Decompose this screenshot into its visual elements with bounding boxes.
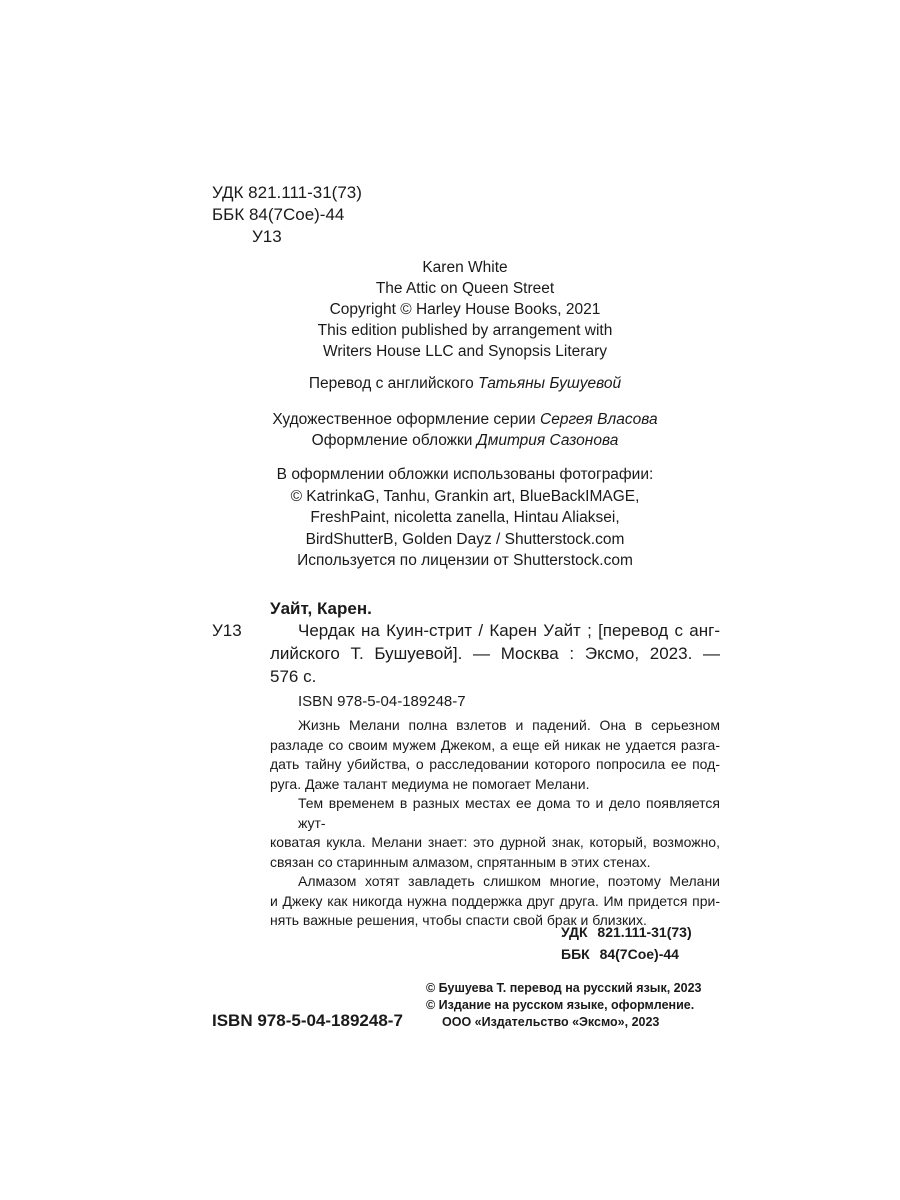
udk-code: УДК 821.111-31(73): [212, 183, 362, 202]
footer-udk-label: УДК: [561, 924, 588, 940]
translator-name: Татьяны Бушуевой: [478, 375, 622, 392]
footer-udk-value: 821.111-31(73): [597, 924, 692, 940]
translation-prefix: Перевод с английского: [308, 375, 474, 392]
original-copyright: Copyright © Harley House Books, 2021: [329, 301, 601, 318]
annotation-line: Жизнь Мелани полна взлетов и падений. Она в серьезном: [298, 717, 720, 733]
original-author: Karen White: [422, 259, 508, 276]
annotation-paragraph: [270, 716, 720, 794]
photo-credit-line: © KatrinkaG, Tanhu, Grankin art, BlueBackIMAGE,: [290, 487, 640, 505]
series-design-credit: [0, 409, 900, 430]
footer-bbk-label: ББК: [561, 946, 590, 962]
series-design-prefix: Художественное оформление серии: [272, 411, 536, 428]
catalog-entry-line: лийского Т. Бушуевой]. — Москва : Эксмо, 2023. —: [270, 644, 720, 663]
photo-credits: [0, 464, 900, 572]
cover-design-prefix: Оформление обложки: [311, 432, 473, 449]
catalog-isbn: ISBN 978-5-04-189248-7: [298, 693, 466, 710]
cover-design-credit: [0, 430, 900, 451]
annotation-line: нять важные решения, чтобы спасти свой брак и близких.: [270, 912, 647, 928]
photo-credit-line: FreshPaint, nicoletta zanella, Hintau Aliaksei,: [310, 509, 620, 526]
annotation-line: дать тайну убийства, о расследовании которого попросила ее под-: [270, 756, 720, 772]
photo-credit-line: Используется по лицензии от Shutterstock.com: [297, 552, 633, 569]
footer-udk: [561, 921, 692, 943]
footer-isbn: ISBN 978-5-04-189248-7: [212, 1011, 403, 1030]
catalog-heading: Уайт, Карен.: [270, 599, 372, 618]
copyright-line: © Бушуева Т. перевод на русский язык, 2023: [426, 981, 702, 995]
classification-codes: [212, 182, 362, 248]
annotation-line: руга. Даже талант медиума не помогает Мелани.: [270, 775, 590, 792]
design-credits: [0, 409, 900, 451]
original-title: The Attic on Queen Street: [375, 280, 555, 297]
photo-credit-line: BirdShutterB, Golden Dayz / Shutterstock.com: [305, 530, 625, 548]
footer-bbk-value: 84(7Сое)-44: [599, 946, 679, 962]
footer-codes: [561, 921, 692, 965]
catalog-entry-line: Чердак на Куин-стрит / Карен Уайт ; [перевод с анг-: [298, 621, 720, 640]
catalog-entry: [270, 619, 720, 688]
annotation-line: и Джеку как никогда нужна поддержка друг друга. Им придется при-: [270, 892, 720, 909]
annotation-line: связан со старинным алмазом, спрятанным в этих стенах.: [270, 853, 651, 870]
annotation-paragraph: [270, 794, 720, 872]
catalog-author-mark: У13: [212, 621, 242, 640]
bbk-code: ББК 84(7Сое)-44: [212, 205, 345, 224]
footer-bbk: [561, 943, 692, 965]
author-mark: У13: [252, 227, 282, 246]
cover-designer: Дмитрия Сазонова: [476, 432, 619, 449]
annotation-line: Алмазом хотят завладеть слишком многие, поэтому Мелани: [298, 873, 720, 889]
photo-credit-line: В оформлении обложки использованы фотографии:: [276, 466, 654, 483]
catalog-entry-line: 576 с.: [270, 667, 317, 686]
original-edition-info: [0, 257, 900, 362]
footer-copyright: [426, 980, 702, 1031]
annotation-line: разладе со своим мужем Джеком, а еще ей никак не удается разга-: [270, 736, 720, 753]
annotation: [270, 716, 720, 931]
edition-line-1: This edition published by arrangement with: [317, 322, 613, 339]
copyright-line: ООО «Издательство «Эксмо», 2023: [442, 1015, 660, 1029]
annotation-line: Тем временем в разных местах ее дома то и дело появляется жут-: [298, 795, 720, 831]
edition-line-2: Writers House LLC and Synopsis Literary: [322, 343, 607, 360]
series-designer: Сергея Власова: [540, 411, 658, 428]
translator-credit: [0, 373, 900, 394]
copyright-line: © Издание на русском языке, оформление.: [426, 998, 695, 1012]
annotation-line: коватая кукла. Мелани знает: это дурной знак, который, возможно,: [270, 834, 720, 850]
